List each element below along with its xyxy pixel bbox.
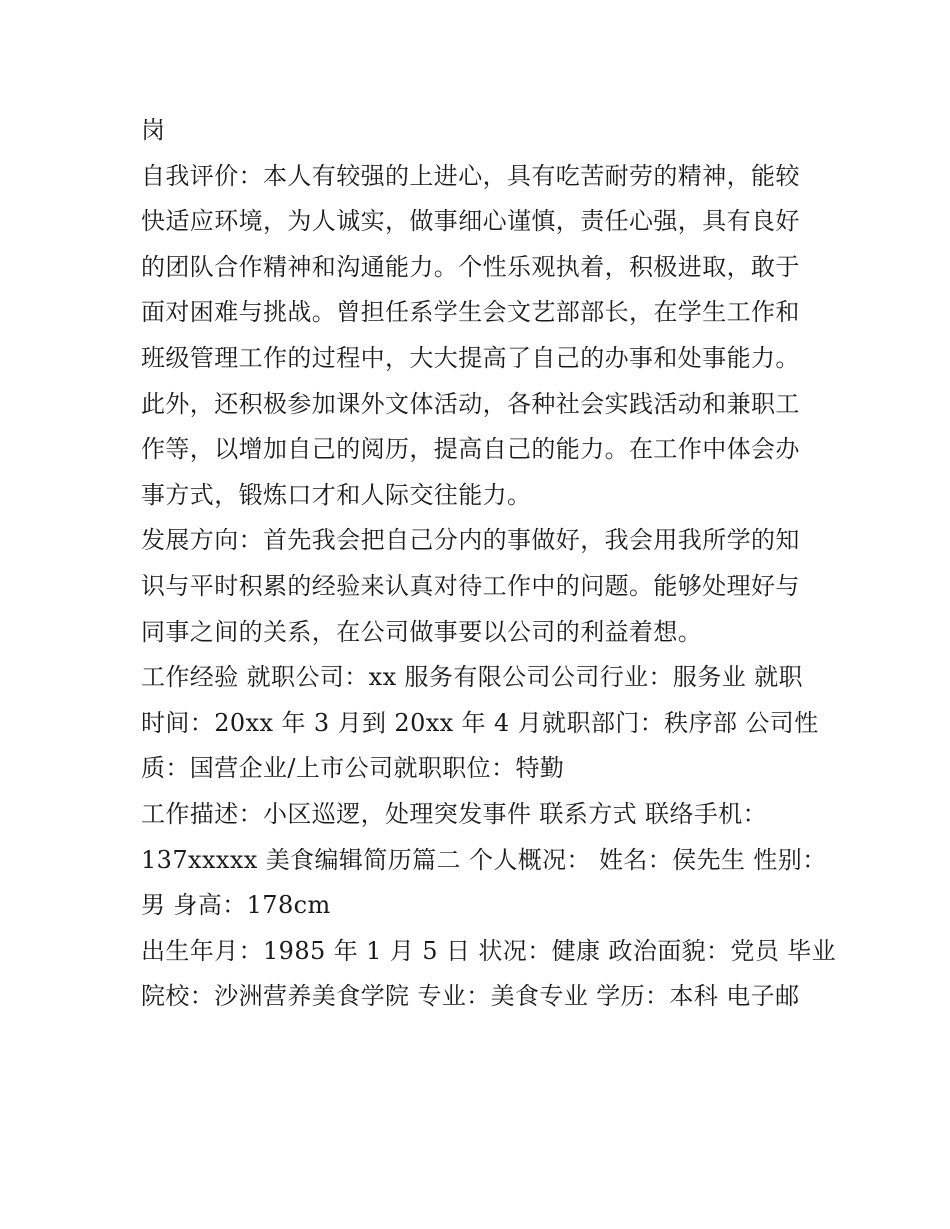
text-line: 岗 <box>141 116 166 144</box>
text-line: 作等，以增加自己的阅历，提高自己的能力。在工作中体会办 <box>141 435 800 464</box>
text-line: 工作经验 就职公司：xx 服务有限公司公司行业：服务业 就职 <box>141 663 803 692</box>
text-line: 快适应环境，为人诚实，做事细心谨慎，责任心强，具有良好 <box>141 207 800 236</box>
text-line: 自我评价：本人有较强的上进心，具有吃苦耐劳的精神，能较 <box>141 161 800 190</box>
text-line: 院校：沙洲营养美食学院 专业：美食专业 学历：本科 电子邮 <box>141 982 800 1011</box>
text-line: 质：国营企业/上市公司就职职位：特勤 <box>141 754 565 783</box>
text-line: 此外，还积极参加课外文体活动，各种社会实践活动和兼职工 <box>141 389 800 418</box>
text-line: 识与平时积累的经验来认真对待工作中的问题。能够处理好与 <box>141 571 800 600</box>
text-line: 事方式，锻炼口才和人际交往能力。 <box>141 480 532 509</box>
text-line: 面对困难与挑战。曾担任系学生会文艺部部长，在学生工作和 <box>141 298 800 327</box>
text-line: 出生年月：1985 年 1 月 5 日 状况：健康 政治面貌：党员 毕业 <box>141 936 837 965</box>
text-line: 同事之间的关系，在公司做事要以公司的利益着想。 <box>141 617 703 646</box>
text-line: 137xxxxx 美食编辑简历篇二 个人概况： 姓名：侯先生 性别： <box>141 845 827 874</box>
text-line: 工作描述：小区巡逻，处理突发事件 联系方式 联络手机： <box>141 799 768 828</box>
document-body <box>141 108 837 1020</box>
text-line: 班级管理工作的过程中，大大提高了自己的办事和处事能力。 <box>141 343 800 372</box>
text-line: 男 身高：178cm <box>141 891 331 920</box>
text-line: 的团队合作精神和沟通能力。个性乐观执着，积极进取，敢于 <box>141 252 800 281</box>
text-line: 发展方向：首先我会把自己分内的事做好，我会用我所学的知 <box>141 526 800 555</box>
text-line: 时间：20xx 年 3 月到 20xx 年 4 月就职部门：秩序部 公司性 <box>141 708 819 737</box>
